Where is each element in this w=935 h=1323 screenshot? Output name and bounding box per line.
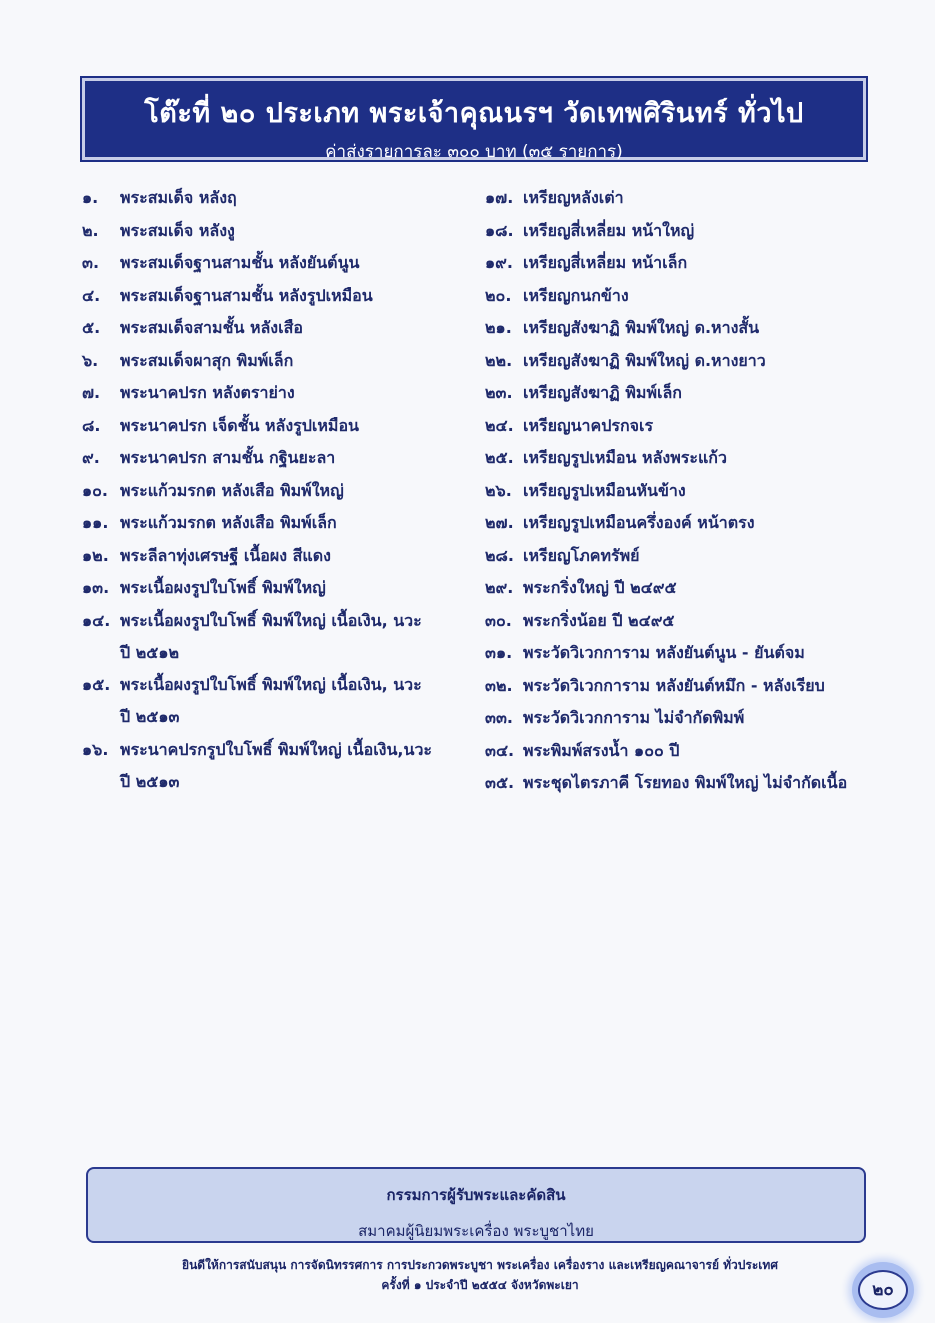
item-number: ๑๙. <box>485 253 513 272</box>
item-text <box>523 188 885 208</box>
list-item <box>82 448 462 468</box>
item-text-line: พระลีลาทุ่งเศรษฐี เนื้อผง สีแดง <box>120 545 331 565</box>
list-item <box>82 351 462 371</box>
item-text <box>120 253 462 273</box>
item-number: ๑๖. <box>82 739 109 759</box>
item-number: ๓๕. <box>485 773 515 792</box>
list-item <box>82 188 462 208</box>
list-item <box>82 578 462 598</box>
list-item <box>485 221 885 241</box>
item-number: ๑. <box>82 188 99 207</box>
list-item <box>82 416 462 436</box>
item-text-line: พระนาคปรก สามชั้น กฐินยะลา <box>120 448 336 467</box>
item-text <box>523 416 885 436</box>
item-text-line: พระแก้วมรกต หลังเสือ พิมพ์เล็ก <box>120 513 337 532</box>
item-text <box>120 221 462 241</box>
list-item <box>485 481 885 501</box>
item-text-line: พระเนื้อผงรูปใบโพธิ์ พิมพ์ใหญ่ <box>120 578 326 597</box>
item-text <box>120 513 462 533</box>
item-text <box>120 383 462 403</box>
item-number: ๘. <box>82 415 101 435</box>
item-text-line: เหรียญสี่เหลี่ยม หน้าเล็ก <box>523 253 688 272</box>
item-text <box>120 481 462 501</box>
item-text <box>523 676 885 696</box>
item-text-line: พระพิมพ์สรงน้ำ ๑๐๐ ปี <box>523 740 680 760</box>
list-item <box>485 773 885 793</box>
item-text <box>120 188 462 208</box>
list-item <box>485 383 885 403</box>
page-header <box>82 78 866 160</box>
item-text-line: พระสมเด็จผาสุก พิมพ์เล็ก <box>120 350 294 370</box>
item-text-line: พระนาคปรกรูปใบโพธิ์ พิมพ์ใหญ่ เนื้อเงิน,นวะ <box>120 739 433 759</box>
item-text <box>120 416 462 436</box>
item-text-line: เหรียญสี่เหลี่ยม หน้าใหญ่ <box>523 220 695 240</box>
list-item <box>485 546 885 566</box>
item-text <box>523 351 885 371</box>
list-item <box>485 286 885 306</box>
item-text <box>523 611 885 631</box>
list-item <box>82 221 462 241</box>
committee-label: กรรมการผู้รับพระและคัดสิน <box>386 1186 566 1204</box>
item-number: ๖. <box>82 350 99 370</box>
item-text-line: พระสมเด็จ หลังฤ <box>120 188 237 207</box>
item-number: ๓๓. <box>485 708 513 727</box>
item-number: ๙. <box>82 448 100 467</box>
item-number: ๓๒. <box>485 675 513 695</box>
item-text <box>120 546 462 566</box>
list-item <box>485 578 885 598</box>
page-number: ๒๐ <box>858 1270 908 1310</box>
item-text <box>120 675 462 727</box>
item-text <box>120 740 462 792</box>
list-item <box>485 708 885 728</box>
item-text-line: เหรียญกนกข้าง <box>523 285 629 305</box>
list-item <box>82 383 462 403</box>
item-number: ๒๒. <box>485 350 513 370</box>
page-title: โต๊ะที่ ๒๐ ประเภท พระเจ้าคุณนรฯ วัดเทพศิรินทร์ ทั่วไป <box>144 98 804 129</box>
item-number: ๒๖. <box>485 480 512 500</box>
item-number: ๗. <box>82 383 101 402</box>
item-text-line: พระกริ่งใหญ่ ปี ๒๔๙๕ <box>523 578 677 597</box>
list-item <box>82 253 462 273</box>
item-number: ๒๑. <box>485 318 512 337</box>
item-text-line: เหรียญรูปเหมือนหันข้าง <box>523 480 686 500</box>
item-text <box>523 383 885 403</box>
list-item <box>485 448 885 468</box>
right-item-list <box>485 188 885 806</box>
list-item <box>485 188 885 208</box>
list-item <box>82 546 462 566</box>
list-item <box>485 253 885 273</box>
item-text-line: พระสมเด็จสามชั้น หลังเสือ <box>120 318 303 337</box>
item-text <box>523 513 885 533</box>
list-item <box>82 740 462 792</box>
list-item <box>82 513 462 533</box>
item-number: ๑๑. <box>82 513 109 532</box>
item-text-line: เหรียญนาคปรกจเร <box>523 415 654 435</box>
item-number: ๒. <box>82 220 99 240</box>
list-item <box>485 741 885 761</box>
footer-box <box>86 1167 866 1243</box>
item-text <box>523 318 885 338</box>
item-text-line: พระสมเด็จ หลังงู <box>120 220 235 240</box>
item-text <box>523 741 885 761</box>
item-text <box>120 448 462 468</box>
item-text <box>523 578 885 598</box>
item-text <box>120 351 462 371</box>
item-text-line: พระนาคปรก หลังตราย่าง <box>120 383 295 402</box>
item-number: ๒๙. <box>485 578 514 597</box>
item-text-line: เหรียญหลังเต่า <box>523 188 624 207</box>
list-item <box>485 318 885 338</box>
item-number: ๒๔. <box>485 415 514 435</box>
item-text-line: เหรียญโภคทรัพย์ <box>523 545 640 565</box>
item-number: ๓๐. <box>485 610 512 630</box>
association-label: สมาคมผู้นิยมพระเครื่อง พระบูชาไทย <box>358 1222 594 1240</box>
list-item <box>485 513 885 533</box>
item-number: ๒๓. <box>485 383 513 402</box>
list-item <box>82 481 462 501</box>
item-text-line: พระนาคปรก เจ็ดชั้น หลังรูปเหมือน <box>120 415 359 435</box>
item-text-line: เหรียญรูปเหมือน หลังพระแก้ว <box>523 448 727 467</box>
item-text <box>120 578 462 598</box>
item-text-line: พระแก้วมรกต หลังเสือ พิมพ์ใหญ่ <box>120 480 344 500</box>
item-text <box>120 318 462 338</box>
list-item <box>485 611 885 631</box>
item-text <box>523 253 885 273</box>
list-item <box>485 351 885 371</box>
item-number: ๑๔. <box>82 610 111 630</box>
item-text-line: พระกริ่งน้อย ปี ๒๔๙๕ <box>523 610 675 630</box>
list-item <box>485 416 885 436</box>
item-text-line: พระวัดวิเวกการาม ไม่จำกัดพิมพ์ <box>523 708 745 727</box>
item-text-line: พระสมเด็จฐานสามชั้น หลังรูปเหมือน <box>120 285 373 305</box>
item-text-line-2: ปี ๒๕๑๓ <box>120 707 180 726</box>
item-number: ๓๑. <box>485 643 513 662</box>
list-item <box>82 286 462 306</box>
item-text <box>523 546 885 566</box>
item-text-line: เหรียญสังฆาฏิ พิมพ์เล็ก <box>523 383 682 402</box>
item-text-line-2: ปี ๒๕๑๒ <box>120 642 180 662</box>
item-number: ๑๘. <box>485 220 514 240</box>
item-number: ๑๗. <box>485 188 514 207</box>
left-item-list <box>82 188 462 804</box>
item-text-line: พระวัดวิเวกการาม หลังยันต์หมึก - หลังเรียบ <box>523 675 825 695</box>
list-item <box>485 643 885 663</box>
item-text <box>523 286 885 306</box>
item-text-line: เหรียญสังฆาฏิ พิมพ์ใหญ่ ด.หางยาว <box>523 350 766 370</box>
item-text <box>523 643 885 663</box>
item-number: ๓. <box>82 253 100 272</box>
item-text <box>523 448 885 468</box>
page-subtitle: ค่าส่งรายการละ ๓๐๐ บาท (๓๕ รายการ) <box>325 142 623 162</box>
item-number: ๕. <box>82 318 101 337</box>
item-text-line: พระชุดไตรภาคี โรยทอง พิมพ์ใหญ่ ไม่จำกัดเนื้อ <box>523 773 848 792</box>
list-item <box>82 318 462 338</box>
list-item <box>82 675 462 727</box>
list-item <box>485 676 885 696</box>
item-number: ๔. <box>82 285 101 305</box>
item-text <box>523 481 885 501</box>
event-note: ครั้งที่ ๑ ประจำปี ๒๕๕๔ จังหวัดพะเยา <box>381 1278 579 1292</box>
item-text-line: พระวัดวิเวกการาม หลังยันต์นูน - ยันต์จม <box>523 643 805 662</box>
item-text <box>120 611 462 663</box>
item-number: ๑๕. <box>82 675 111 694</box>
list-item <box>82 611 462 663</box>
item-text-line: พระเนื้อผงรูปใบโพธิ์ พิมพ์ใหญ่ เนื้อเงิน, นวะ <box>120 610 422 630</box>
item-text-line: เหรียญสังฆาฏิ พิมพ์ใหญ่ ด.หางสั้น <box>523 318 760 337</box>
item-number: ๒๗. <box>485 513 514 532</box>
item-text-line-2: ปี ๒๕๑๓ <box>120 771 180 791</box>
item-number: ๑๐. <box>82 480 108 500</box>
item-number: ๒๐. <box>485 285 512 305</box>
item-number: ๓๔. <box>485 740 515 760</box>
item-number: ๑๒. <box>82 545 109 565</box>
item-text <box>523 708 885 728</box>
item-text-line: พระเนื้อผงรูปใบโพธิ์ พิมพ์ใหญ่ เนื้อเงิน, นวะ <box>120 675 422 694</box>
support-note: ยินดีให้การสนับสนุน การจัดนิทรรศการ การประกวดพระบูชา พระเครื่อง เครื่องราง และเหรียญคณาจารย์ ทั่วประเทศ <box>182 1258 778 1272</box>
item-text <box>523 773 885 793</box>
item-number: ๑๓. <box>82 578 110 597</box>
item-text-line: เหรียญรูปเหมือนครึ่งองค์ หน้าตรง <box>523 513 755 532</box>
item-number: ๒๕. <box>485 448 514 467</box>
item-text-line: พระสมเด็จฐานสามชั้น หลังยันต์นูน <box>120 253 360 272</box>
item-text <box>523 221 885 241</box>
item-text <box>120 286 462 306</box>
item-number: ๒๘. <box>485 545 514 565</box>
page-number-badge <box>852 1262 914 1318</box>
